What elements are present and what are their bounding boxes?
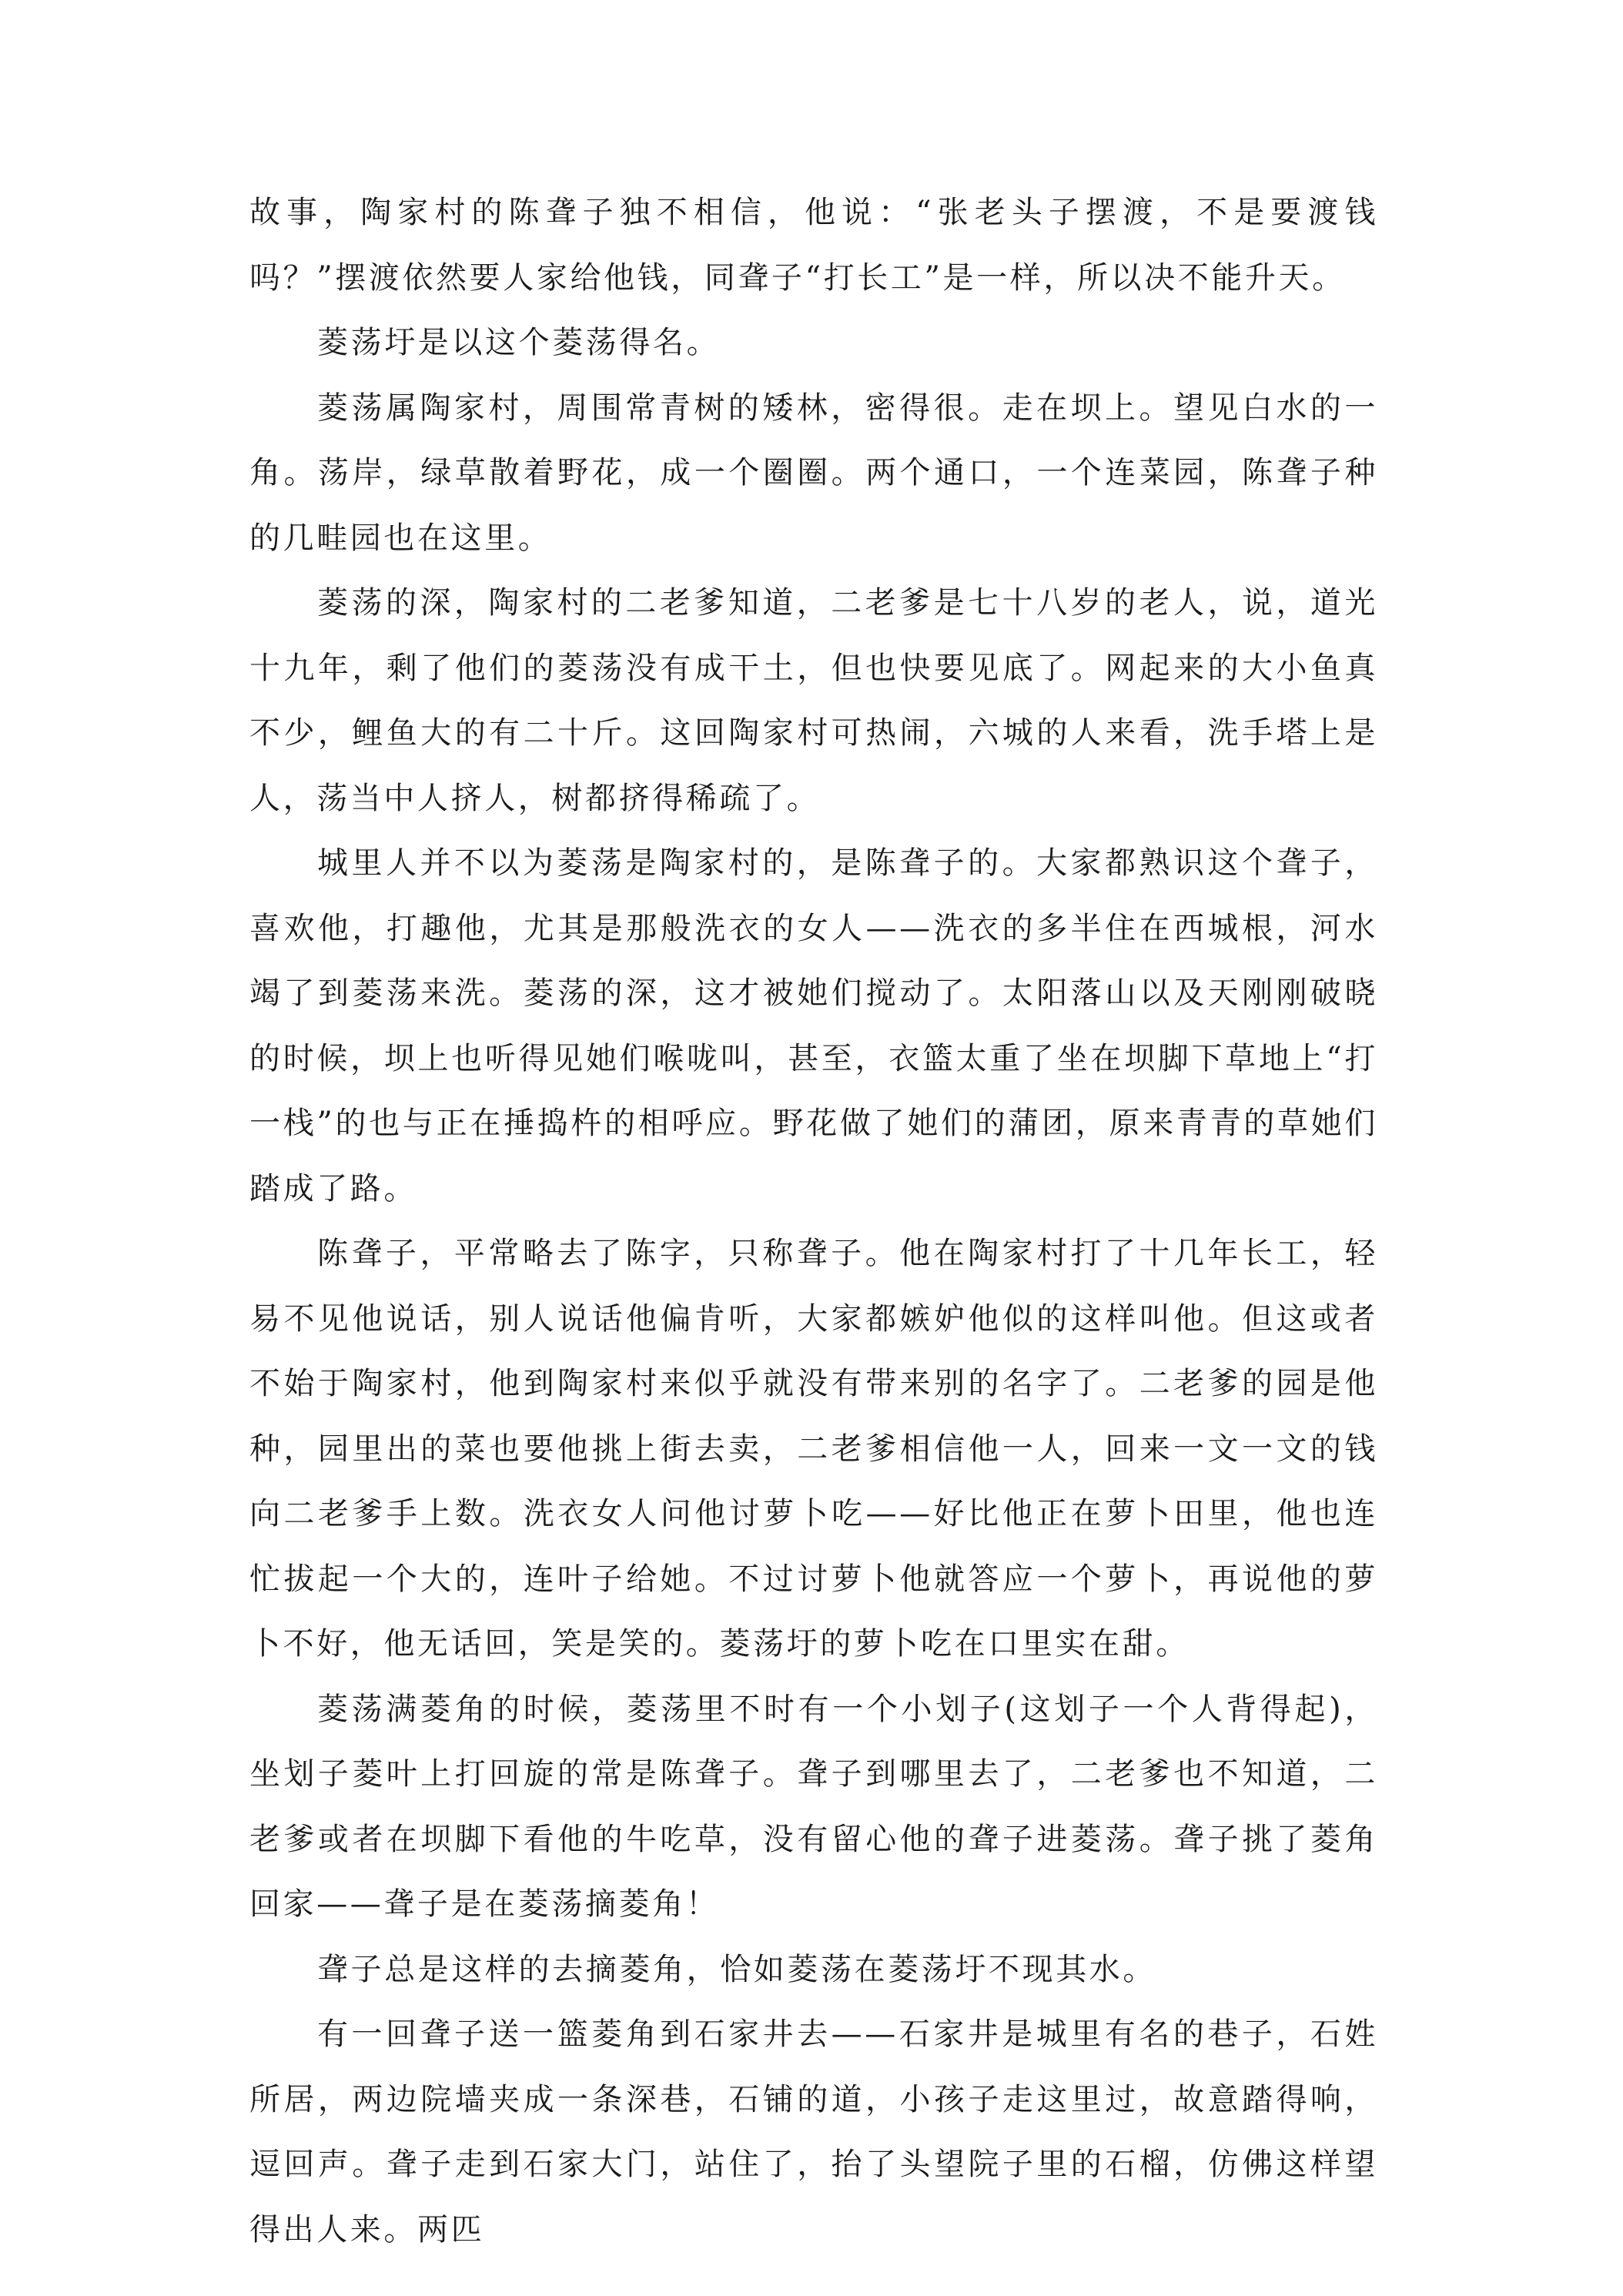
paragraph-7: 菱荡满菱角的时候，菱荡里不时有一个小划子(这划子一个人背得起)，坐划子菱叶上打回旋的常是陈聋子。聋子到哪里去了，二老爹也不知道，二老爹或者在坝脚下看他的牛吃草，没有留心他的聋子进菱荡。聋子挑了菱角回家——聋子是在菱荡摘菱角！	[249, 1691, 1378, 1922]
document-body	[249, 180, 1378, 2262]
paragraph-2: 菱荡圩是以这个菱荡得名。	[317, 325, 721, 360]
paragraph-1: 故事，陶家村的陈聋子独不相信，他说：“张老头子摆渡，不是要渡钱吗？”摆渡依然要人家给他钱，同聋子“打长工”是一样，所以决不能升天。	[249, 195, 1378, 296]
paragraph-8: 聋子总是这样的去摘菱角，恰如菱荡在菱荡圩不现其水。	[317, 1951, 1156, 1987]
paragraph-3: 菱荡属陶家村，周围常青树的矮林，密得很。走在坝上。望见白水的一角。荡岸，绿草散着野花，成一个圈圈。两个通口，一个连菜园，陈聋子种的几畦园也在这里。	[249, 390, 1378, 556]
paragraph-4: 菱荡的深，陶家村的二老爹知道，二老爹是七十八岁的老人，说，道光十九年，剩了他们的菱荡没有成干土，但也快要见底了。网起来的大小鱼真不少，鲤鱼大的有二十斤。这回陶家村可热闹，六城的人来看，洗手塔上是人，荡当中人挤人，树都挤得稀疏了。	[249, 585, 1378, 816]
paragraph-9: 有一回聋子送一篮菱角到石家井去——石家井是城里有名的巷子，石姓所居，两边院墙夹成一条深巷，石铺的道，小孩子走这里过，故意踏得响，逗回声。聋子走到石家大门，站住了，抬了头望院子里的石榴，仿佛这样望得出人来。两匹	[249, 2017, 1378, 2247]
paragraph-6: 陈聋子，平常略去了陈字，只称聋子。他在陶家村打了十几年长工，轻易不见他说话，别人说话他偏肯听，大家都嫉妒他似的这样叫他。但这或者不始于陶家村，他到陶家村来似乎就没有带来别的名字了。二老爹的园是他种，园里出的菜也要他挑上街去卖，二老爹相信他一人，回来一文一文的钱向二老爹手上数。洗衣女人问他讨萝卜吃——好比他正在萝卜田里，他也连忙拔起一个大的，连叶子给她。不过讨萝卜他就答应一个萝卜，再说他的萝卜不好，他无话回，笑是笑的。菱荡圩的萝卜吃在口里实在甜。	[249, 1236, 1378, 1662]
paragraph-5: 城里人并不以为菱荡是陶家村的，是陈聋子的。大家都熟识这个聋子，喜欢他，打趣他，尤其是那般洗衣的女人——洗衣的多半住在西城根，河水竭了到菱荡来洗。菱荡的深，这才被她们搅动了。太阳落山以及天刚刚破晓的时候，坝上也听得见她们喉咙叫，甚至，衣篮太重了坐在坝脚下草地上“打一栈”的也与正在捶捣杵的相呼应。野花做了她们的蒲团，原来青青的草她们踏成了路。	[249, 845, 1378, 1207]
